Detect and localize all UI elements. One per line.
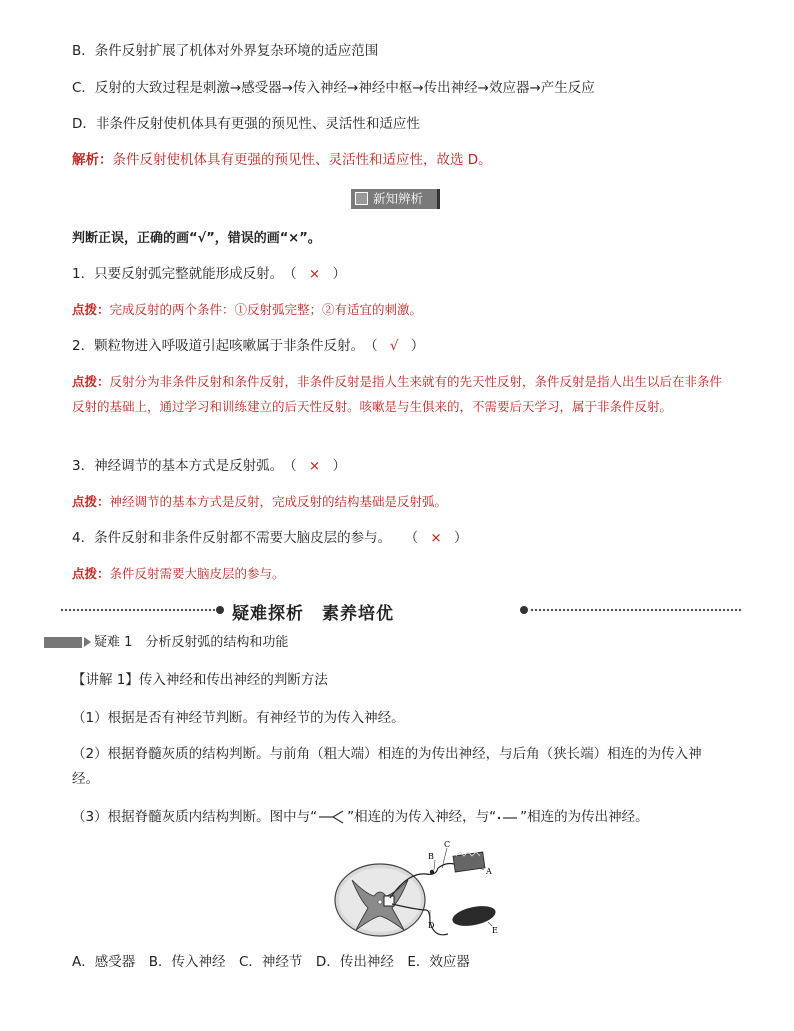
reflex-arc-diagram: [330, 838, 510, 944]
hint-text: 神经调节的基本方式是反射，完成反射的结构基础是反射弧。: [109, 494, 448, 509]
item-close: ）: [332, 458, 346, 474]
label-b: B: [428, 852, 434, 861]
analysis: [72, 151, 492, 169]
difficulty-tag-bar: [44, 637, 82, 648]
point-3-part-b: ”相连的为传入神经，与“: [347, 809, 497, 825]
lecture-point-2a: （2）根据脊髓灰质的结构判断。与前角（粗大端）相连的为传出神经，与后角（狭长端）相连的为传入神: [72, 746, 702, 762]
hint-2: [72, 369, 732, 419]
dot-cap-right: [520, 606, 528, 614]
option-d: D．非条件反射使机体具有更强的预见性、灵活性和适应性: [72, 116, 420, 132]
section-title: 疑难探析 素养培优: [232, 604, 394, 624]
dotted-rule-right: [530, 608, 742, 612]
judge-item-4: [72, 529, 468, 547]
hint-label: 点拨：: [72, 494, 110, 509]
lecture-title: 【讲解 1】传入神经和传出神经的判断方法: [72, 672, 328, 688]
figure-legend: A．感受器 B．传入神经 C．神经节 D．传出神经 E．效应器: [72, 954, 470, 970]
judge-item-3: [72, 457, 346, 475]
item-close: ）: [454, 530, 468, 546]
receptor-skin: [453, 852, 485, 872]
hint-3: [72, 493, 447, 511]
option-c: C．反射的大致过程是刺激→感受器→传入神经→神经中枢→传出神经→效应器→产生反应: [72, 80, 595, 96]
answer-mark: ×: [308, 458, 321, 474]
dot-cap-left: [216, 606, 224, 614]
lecture-point-2b: 经。: [72, 771, 99, 787]
hint-label: 点拨：: [72, 302, 110, 317]
item-stem: 2．颗粒物进入呼吸道引起咳嗽属于非条件反射。 （: [72, 338, 378, 354]
dotted-rule-left: [60, 608, 215, 612]
hint-text: 完成反射的两个条件：①反射弧完整；②有适宜的刺激。: [109, 302, 423, 317]
dot-dash-symbol-icon: [496, 810, 520, 824]
effector-muscle: [451, 903, 498, 930]
difficulty-tag-arrow-icon: [84, 637, 91, 647]
judge-item-1: [72, 265, 346, 283]
item-stem: 4．条件反射和非条件反射都不需要大脑皮层的参与。 （: [72, 530, 419, 546]
point-3-part-a: （3）根据脊髓灰质内结构判断。图中与“: [72, 809, 318, 825]
label-e: E: [492, 926, 498, 935]
hint-1: [72, 301, 422, 319]
item-close: ）: [410, 338, 425, 354]
section-banner: [60, 596, 742, 624]
answer-mark: √: [389, 338, 399, 354]
hint-4: [72, 565, 285, 583]
ganglion-dot: [430, 870, 434, 874]
label-c: C: [444, 840, 451, 849]
item-close: ）: [332, 266, 346, 282]
badge-label: 新知辨析: [373, 191, 424, 206]
label-a: A: [486, 867, 492, 876]
answer-mark: ×: [430, 530, 442, 546]
hint-text: 条件反射需要大脑皮层的参与。: [109, 566, 285, 581]
item-stem: 3．神经调节的基本方式是反射弧。 （: [72, 458, 297, 474]
label-d: D: [428, 921, 435, 930]
hint-label: 点拨：: [72, 374, 110, 389]
hint-text: 反射分为非条件反射和条件反射，非条件反射是指人生来就有的先天性反射，条件反射是指人出生以后在非条件反射的基础上，通过学习和训练建立的后天性反射。咳嗽是与生俱来的，不需要后天学习，属于非条件反射。: [72, 374, 723, 414]
new-knowledge-badge: [351, 189, 440, 209]
answer-mark: ×: [308, 266, 321, 282]
option-b: B．条件反射扩展了机体对外界复杂环境的适应范围: [72, 43, 379, 59]
lecture-point-3: [72, 808, 649, 826]
analysis-text: 条件反射使机体具有更强的预见性、灵活性和适应性，故选 D。: [112, 152, 492, 168]
branch-symbol-icon: [317, 810, 347, 824]
hint-label: 点拨：: [72, 566, 110, 581]
item-stem: 1．只要反射弧完整就能形成反射。 （: [72, 266, 297, 282]
lecture-point-1: （1）根据是否有神经节判断。有神经节的为传入神经。: [72, 710, 405, 726]
judge-intro: 判断正误，正确的画“√”，错误的画“×”。: [72, 231, 321, 246]
judge-item-2: [72, 337, 424, 355]
difficulty-label: 疑难 1 分析反射弧的结构和功能: [94, 635, 289, 650]
check-doc-icon: [355, 192, 368, 205]
analysis-label: 解析：: [72, 152, 113, 168]
point-3-part-c: ”相连的为传出神经。: [520, 809, 649, 825]
